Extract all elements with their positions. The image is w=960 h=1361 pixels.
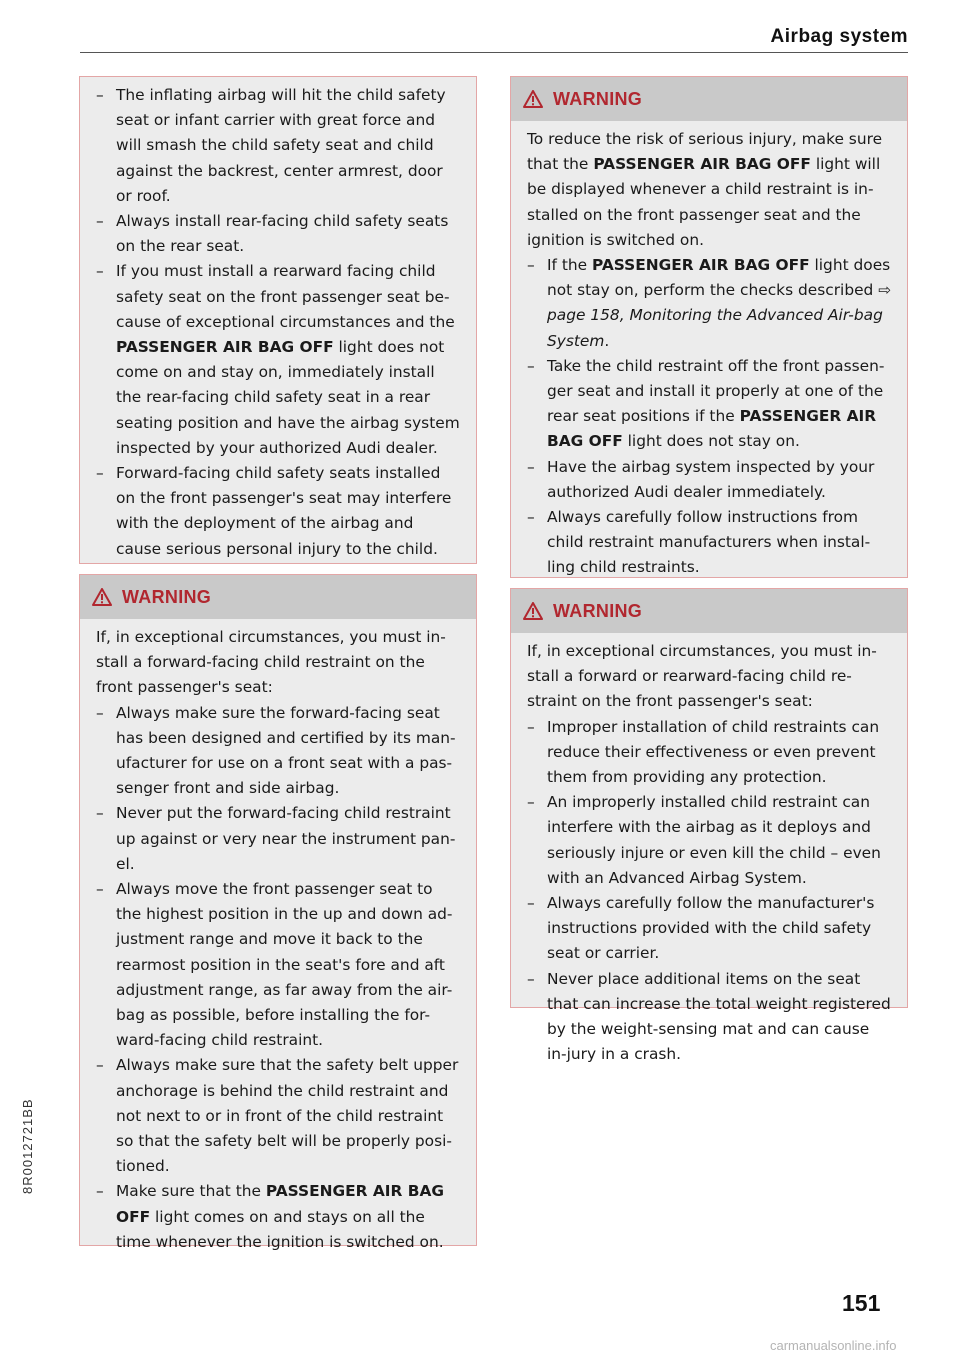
list-item: – Forward-facing child safety seats installed on the front passenger's seat may interfere with the deployment of the airbag and cause serious personal injury to the child.	[96, 464, 452, 558]
warning-triangle-icon	[523, 90, 543, 108]
list-item-text: Always make sure the forward-facing seat has been designed and certified by its man-ufacturer for use on a front seat with a pas-senger front and side airbag.	[116, 703, 456, 798]
list-item-text: An improperly installed child restraint can interfere with the airbag as it deploys and seriously injure or even kill the child – even with an Advanced Airbag System.	[547, 793, 881, 887]
list-item-text: Take the child restraint off the front passen-ger seat and install it properly at one of the rear seat positions if the	[547, 356, 885, 426]
warning-title: WARNING	[553, 600, 643, 621]
warning-header	[80, 575, 476, 619]
list-item: – If you must install a rearward facing child safety seat on the front passenger seat be-cause of exceptional circumstances and the PASSENGER AIR BAG OFF light does not come on and stay on, immediately install the rear-facing child safety seat in a rear seating position and have the airbag system inspected by your authorized Audi dealer.	[96, 262, 460, 457]
warning-intro	[527, 127, 893, 253]
continued-warning-box	[79, 76, 477, 564]
warning-intro: If, in exceptional circumstances, you must in-stall a forward or rearward-facing child re-straint on the front passenger's seat:	[527, 642, 877, 711]
list-item-text: The inflating airbag will hit the child safety seat or infant carrier with great force and will smash the child safety seat and child against the backrest, center armrest, door or roof.	[116, 86, 446, 205]
list-item-text: Have the airbag system inspected by your authorized Audi dealer immediately.	[547, 457, 875, 501]
list-item-text: Make sure that the	[116, 1182, 266, 1201]
header-divider	[80, 52, 908, 53]
list-item: – Have the airbag system inspected by your authorized Audi dealer immediately.	[527, 457, 875, 501]
list-item: – Improper installation of child restraints can reduce their effectiveness or even prevent them from providing any protection.	[527, 717, 880, 787]
list-item-text: If the	[547, 256, 592, 275]
list-item: – Always install rear-facing child safety seats on the rear seat.	[96, 212, 449, 256]
list-item-text: Forward-facing child safety seats installed on the front passenger's seat may interfere with the deployment of the airbag and cause serious personal injury to the child.	[116, 464, 452, 558]
warning-header	[511, 589, 907, 633]
section-title: Airbag system	[770, 26, 908, 47]
passenger-airbag-off-label: PASSENGER AIR BAG OFF	[593, 155, 811, 174]
list-item: – If the PASSENGER AIR BAG OFF light does not stay on, perform the checks described ⇨ page 158, Monitoring the Advanced Air-bag System.	[527, 256, 892, 350]
list-item: – Never place additional items on the seat that can increase the total weight registered by the weight-sensing mat and can cause in-jury in a crash.	[527, 969, 891, 1064]
list-item-text: light comes on and stays on all the time whenever the ignition is switched on.	[116, 1207, 444, 1251]
warning-title: WARNING	[553, 88, 643, 109]
list-item-text: Always carefully follow the manufacturer's instructions provided with the child safety seat or carrier.	[547, 894, 875, 963]
passenger-airbag-off-label: PASSENGER AIR BAG OFF	[116, 338, 334, 357]
list-item-text: Improper installation of child restraints can reduce their effectiveness or even prevent them from providing any protection.	[547, 717, 880, 787]
list-item: – Always make sure the forward-facing seat has been designed and certified by its man-ufacturer for use on a front seat with a pas-senger front and side airbag.	[96, 703, 456, 798]
list-item: – An improperly installed child restraint can interfere with the airbag as it deploys and seriously injure or even kill the child – even with an Advanced Airbag System.	[527, 793, 881, 887]
warning-title: WARNING	[122, 586, 212, 607]
warning-intro-text: light will be displayed whenever a child restraint is in-stalled on the front passenger seat and the ignition is switched on.	[527, 155, 881, 249]
warning-intro-text: To reduce the risk of serious injury, make sure that the	[527, 130, 883, 174]
page-number: 151	[842, 1290, 881, 1316]
list-item: – Never put the forward-facing child restraint up against or very near the instrument pan-el.	[96, 804, 456, 873]
list-item: – Always move the front passenger seat to the highest position in the up and down ad-justment range and move it back to the rearmost position in the seat's fore and aft adjustment range, as far away from the air-bag as possible, before installing the for-ward-facing child restraint.	[96, 880, 453, 1050]
warning-intro: If, in exceptional circumstances, you must in-stall a forward-facing child restraint on the front passenger's seat:	[96, 628, 446, 697]
list-item: – Take the child restraint off the front passen-ger seat and install it properly at one of the rear seat positions if the PASSENGER AIR BAG OFF light does not stay on.	[527, 356, 885, 451]
list-item-text: Always carefully follow instructions from child restraint manufacturers when instal-ling child restraints.	[547, 508, 871, 577]
list-item-text: light does not stay on.	[622, 432, 800, 451]
list-item: – Always carefully follow instructions from child restraint manufacturers when instal-ling child restraints.	[527, 508, 871, 577]
list-item-text: Always move the front passenger seat to the highest position in the up and down ad-justment range and move it back to the rearmost position in the seat's fore and aft adjustment range, as far away from the air-bag as possible, before installing the for-ward-facing child restraint.	[116, 880, 453, 1050]
list-item: – The inflating airbag will hit the child safety seat or infant carrier with great force and will smash the child safety seat and child against the backrest, center armrest, door or roof.	[96, 86, 446, 205]
list-item-text: light does not come on and stay on, immediately install the rear-facing child safety seat in a rear seating position and have the airbag system inspected by your authorized Audi dealer.	[116, 338, 460, 457]
warning-box-right-bottom	[510, 588, 908, 1064]
list-item-text: Never place additional items on the seat that can increase the total weight registered by the weight-sensing mat and can cause in-jury in a crash.	[547, 969, 891, 1064]
list-item-text: .	[604, 331, 610, 350]
passenger-airbag-off-label: PASSENGER AIR BAG OFF	[116, 1182, 444, 1226]
list-item-text: If you must install a rearward facing child safety seat on the front passenger seat be-cause of exceptional circumstances and the	[116, 262, 455, 331]
watermark: carmanualsonline.info	[770, 1338, 897, 1353]
list-item: – Make sure that the PASSENGER AIR BAG OFF light comes on and stays on all the time whenever the ignition is switched on.	[96, 1182, 444, 1251]
list-item: – Always make sure that the safety belt upper anchorage is behind the child restraint and not next to or in front of the child restraint so that the safety belt will be properly posi-tioned.	[96, 1056, 459, 1176]
list-item-text: Never put the forward-facing child restraint up against or very near the instrument pan-el.	[116, 804, 456, 873]
list-item-text: Always make sure that the safety belt upper anchorage is behind the child restraint and not next to or in front of the child restraint so that the safety belt will be properly posi-tioned.	[116, 1056, 459, 1176]
document-code: 8R0012721BB	[20, 1098, 35, 1194]
warning-box-left	[79, 574, 477, 1251]
warning-triangle-icon	[523, 602, 543, 620]
warning-box-right-top	[510, 76, 908, 578]
list-item-text: light does not stay on, perform the checks described	[547, 256, 891, 300]
list-item-text: Always install rear-facing child safety seats on the rear seat.	[116, 212, 449, 256]
page-reference-link[interactable]: ⇨ page 158, Monitoring the Advanced Air-bag System	[547, 281, 892, 350]
list-item: – Always carefully follow the manufacturer's instructions provided with the child safety seat or carrier.	[527, 894, 875, 963]
passenger-airbag-off-label: PASSENGER AIR BAG OFF	[592, 256, 810, 275]
passenger-airbag-off-label: PASSENGER AIR BAG OFF	[547, 407, 877, 451]
warning-header	[511, 77, 907, 121]
warning-triangle-icon	[92, 588, 112, 606]
